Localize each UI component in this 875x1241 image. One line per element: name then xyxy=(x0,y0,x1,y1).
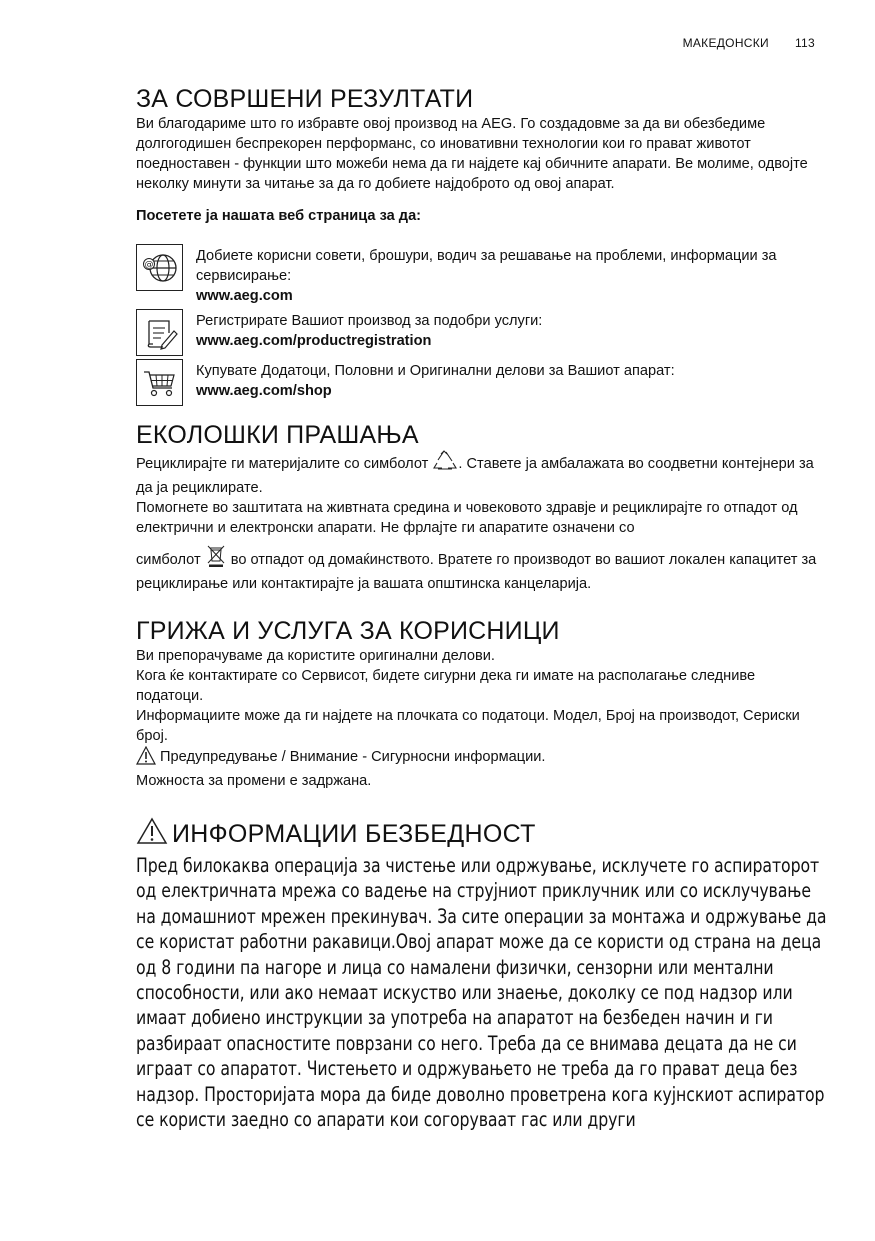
eco-paragraph-weee: Помогнете во заштитата на живтната средина и човековото здравје и рециклирајте го отпадот од електрични и електронски апарати. Не фрлајте ги апаратите означени со xyxy=(136,500,798,536)
care-paragraph-2: Кога ќе контактирате со Сервисот, бидете сигурни дека ги имате на располагање следниве податоци. xyxy=(136,668,756,704)
list-item xyxy=(136,309,826,356)
eco-title: ЕКОЛОШКИ ПРАШАЊА xyxy=(136,421,419,449)
list-item xyxy=(136,359,826,406)
crossed-bin-icon xyxy=(205,544,227,574)
web-info-text: Добиете корисни совети, брошури, водич за решавање на проблеми, информации за сервисирање: xyxy=(196,248,777,284)
warning-icon xyxy=(136,746,156,771)
page-header xyxy=(683,36,815,50)
results-title: ЗА СОВРШЕНИ РЕЗУЛТАТИ xyxy=(136,85,474,113)
eco-paragraph-recycle: Рециклирајте ги материјалите со симболот . Ставете ја амбалажата во соодветни контејнери за да ја рециклирате. xyxy=(136,450,826,498)
page-content xyxy=(136,84,826,1132)
warning-icon xyxy=(136,817,168,850)
aeg-website-link[interactable]: www.aeg.com xyxy=(196,288,293,304)
list-item xyxy=(136,244,826,306)
recycle-icon xyxy=(432,450,458,478)
safety-heading xyxy=(136,817,826,850)
shop-text: Купувате Додатоци, Половни и Оригинални делови за Вашиот апарат: xyxy=(196,363,675,379)
care-paragraph-1: Ви препорачуваме да користите оригинални делови. xyxy=(136,648,495,664)
eco-paragraph-return: симболот во отпадот од домаќинството. Вратете го производот во вашиот локален капацитет за рециклирање или контактирајте ја вашата општинска канцеларија. xyxy=(136,544,826,594)
product-registration-link[interactable]: www.aeg.com/productregistration xyxy=(196,333,432,349)
svg-text:@: @ xyxy=(144,259,153,270)
shopping-cart-icon xyxy=(136,359,183,406)
care-paragraph-3: Информациите може да ги најдете на плочката со податоци. Модел, Број на производот, Сериски број. xyxy=(136,708,800,744)
care-paragraph-5: Можноста за промени е задржана. xyxy=(136,773,372,789)
registration-text: Регистрирате Вашиот производ за подобри услуги: xyxy=(196,313,543,329)
page-number: 113 xyxy=(794,36,815,50)
visit-label: Посетете ја нашата веб страница за да: xyxy=(136,208,422,224)
language-label: МАКЕДОНСКИ xyxy=(682,36,769,50)
shop-link[interactable]: www.aeg.com/shop xyxy=(196,383,332,399)
safety-text: Пред билокаква операција за чистење или одржување, исклучете го аспираторот од електричната мрежа со вадење на струјниот приклучник или со исклучување на домашниот мрежен прекинувач. За сите операции за монтажа и одржување да се користат работни ракавици.Овој апарат може да се користи од страна на деца од 8 години па нагоре и лица со намалени физички, сензорни или ментални способности, или ако немаат искуство или знаење, доколку се под надзор или имаат добиено инструкции за употреба на апаратот на безбеден начин и ги разбираат опасностите поврзани со него. Треба да се внимава децата да не си играат со апаратот. Чистењето и одржувањето не треба да го прават деца без надзор. Просторијата мора да биде доволно проветрена кога кујнскиот аспиратор се користи заедно со апарати кои согоруваат гас или други xyxy=(136,854,827,1132)
care-paragraph-warning: Предупредување / Внимание - Сигурносни информации. xyxy=(136,746,826,771)
registration-icon xyxy=(136,309,183,356)
safety-title: ИНФОРМАЦИИ БЕЗБЕДНОСТ xyxy=(172,819,536,848)
results-intro: Ви благодариме што го избравте овој производ на AEG. Го создадовме за да ви обезбедиме долгогодишен беспрекорен перформанс, со иновативни технологии кои го прават животот поедноставен - функции што можеби нема да ги најдете кај обичните апарати. Ве молиме, одвојте неколку минути за читање за да го добиете најдоброто од овој апарат. xyxy=(136,116,808,192)
care-title: ГРИЖА И УСЛУГА ЗА КОРИСНИЦИ xyxy=(136,617,560,645)
web-globe-icon xyxy=(136,244,183,291)
website-links xyxy=(136,244,826,406)
